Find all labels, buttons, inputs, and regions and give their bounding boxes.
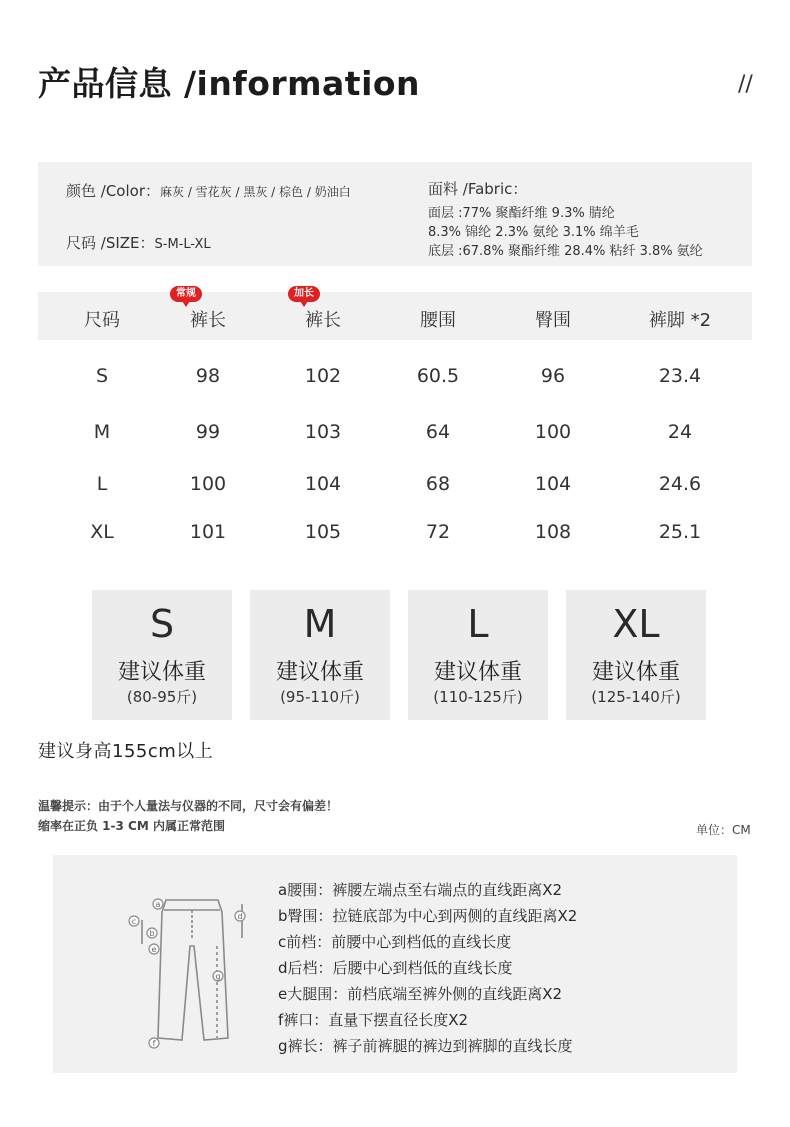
table-cell: 25.1: [658, 521, 702, 543]
card-size: L: [467, 602, 489, 646]
card-size: M: [303, 602, 337, 646]
table-cell: 60.5: [416, 365, 460, 387]
table-cell: 100: [534, 421, 572, 443]
table-cell: 104: [534, 473, 572, 495]
measure-line-d: d后档：后腰中心到档低的直线长度: [278, 959, 513, 977]
point-c-label: c: [131, 917, 137, 926]
color-row: [66, 180, 351, 201]
fabric-line: 面层 :77% 聚酯纤维 9.3% 腈纶: [428, 206, 615, 221]
weight-card-m: [250, 590, 390, 720]
header-hip: 臀围: [535, 310, 571, 331]
table-cell: 98: [195, 365, 221, 387]
header-hem: 裤脚 *2: [648, 310, 712, 331]
size-values: S-M-L-XL: [154, 237, 211, 252]
card-range: (125-140斤): [591, 688, 681, 706]
tip-line: 温馨提示：由于个人量法与仪器的不同，尺寸会有偏差！: [38, 799, 339, 813]
point-e-label: e: [151, 945, 157, 954]
point-a-label: a: [155, 900, 161, 909]
fabric-line: 8.3% 锦纶 2.3% 氨纶 3.1% 绵羊毛: [428, 225, 639, 240]
point-f-label: f: [152, 1039, 156, 1048]
table-cell-size: XL: [90, 521, 114, 543]
table-cell: 108: [534, 521, 572, 543]
card-label: 建议体重: [275, 660, 364, 685]
header-length-regular: 裤长: [190, 310, 226, 331]
weight-card-l: [408, 590, 548, 720]
table-cell: 64: [425, 421, 451, 443]
card-label: 建议体重: [433, 660, 522, 685]
page-title: 产品信息 /information: [38, 64, 421, 103]
header-length-long: 裤长: [305, 310, 341, 331]
table-cell: 104: [304, 473, 342, 495]
table-cell: 96: [540, 365, 566, 387]
size-row: [66, 232, 211, 253]
table-cell: 103: [304, 421, 342, 443]
point-d-label: d: [237, 912, 243, 921]
table-cell-size: L: [96, 473, 108, 495]
table-cell: 102: [304, 365, 342, 387]
measure-line-b: b臀围：拉链底部为中心到两侧的直线距离X2: [278, 907, 578, 925]
weight-card-s: [92, 590, 232, 720]
point-b-label: b: [149, 929, 155, 938]
pants-diagram: [118, 888, 268, 1058]
tip-line: 缩率在正负 1-3 CM 内属正常范围: [38, 819, 225, 833]
card-range: (80-95斤): [126, 688, 198, 706]
table-cell: 101: [189, 521, 227, 543]
measure-line-a: a腰围：裤腰左端点至右端点的直线距离X2: [278, 881, 563, 899]
height-note: 建议身高155cm以上: [38, 741, 214, 762]
info-panel: [38, 162, 752, 266]
header-size: 尺码: [84, 310, 120, 331]
table-cell: 99: [195, 421, 221, 443]
card-range: (110-125斤): [433, 688, 523, 706]
measure-line-e: e大腿围：前档底端至裤外侧的直线距离X2: [278, 985, 563, 1003]
point-g-label: g: [215, 972, 221, 981]
fabric-label: 面料 /Fabric：: [428, 180, 528, 198]
card-size: XL: [612, 602, 660, 646]
table-cell: 68: [425, 473, 451, 495]
fabric-line: 底层 :67.8% 聚酯纤维 28.4% 粘纤 3.8% 氨纶: [428, 244, 703, 259]
header-waist: 腰围: [420, 310, 456, 331]
unit-label: 单位：CM: [696, 823, 751, 837]
table-cell: 24: [667, 421, 693, 443]
measure-line-g: g裤长：裤子前裤腿的裤边到裤脚的直线长度: [278, 1037, 573, 1055]
card-label: 建议体重: [591, 660, 680, 685]
tag-long: 加长: [288, 286, 320, 302]
table-cell-size: M: [93, 421, 111, 443]
color-label: 颜色 /Color：: [66, 182, 160, 200]
card-range: (95-110斤): [280, 688, 360, 706]
card-label: 建议体重: [117, 660, 206, 685]
measure-line-f: f裤口：直量下摆直径长度X2: [278, 1011, 469, 1029]
table-cell: 23.4: [658, 365, 702, 387]
measure-line-c: c前档：前腰中心到档低的直线长度: [278, 933, 512, 951]
table-cell: 105: [304, 521, 342, 543]
corner-mark: //: [738, 72, 753, 97]
table-cell: 24.6: [658, 473, 702, 495]
tag-regular: 常规: [170, 286, 202, 302]
card-size: S: [149, 602, 175, 646]
color-values: 麻灰 / 雪花灰 / 黑灰 / 棕色 / 奶油白: [160, 185, 351, 199]
size-label: 尺码 /SIZE：: [66, 234, 155, 252]
weight-card-xl: [566, 590, 706, 720]
table-cell: 72: [425, 521, 451, 543]
table-cell: 100: [189, 473, 227, 495]
table-cell-size: S: [95, 365, 109, 387]
